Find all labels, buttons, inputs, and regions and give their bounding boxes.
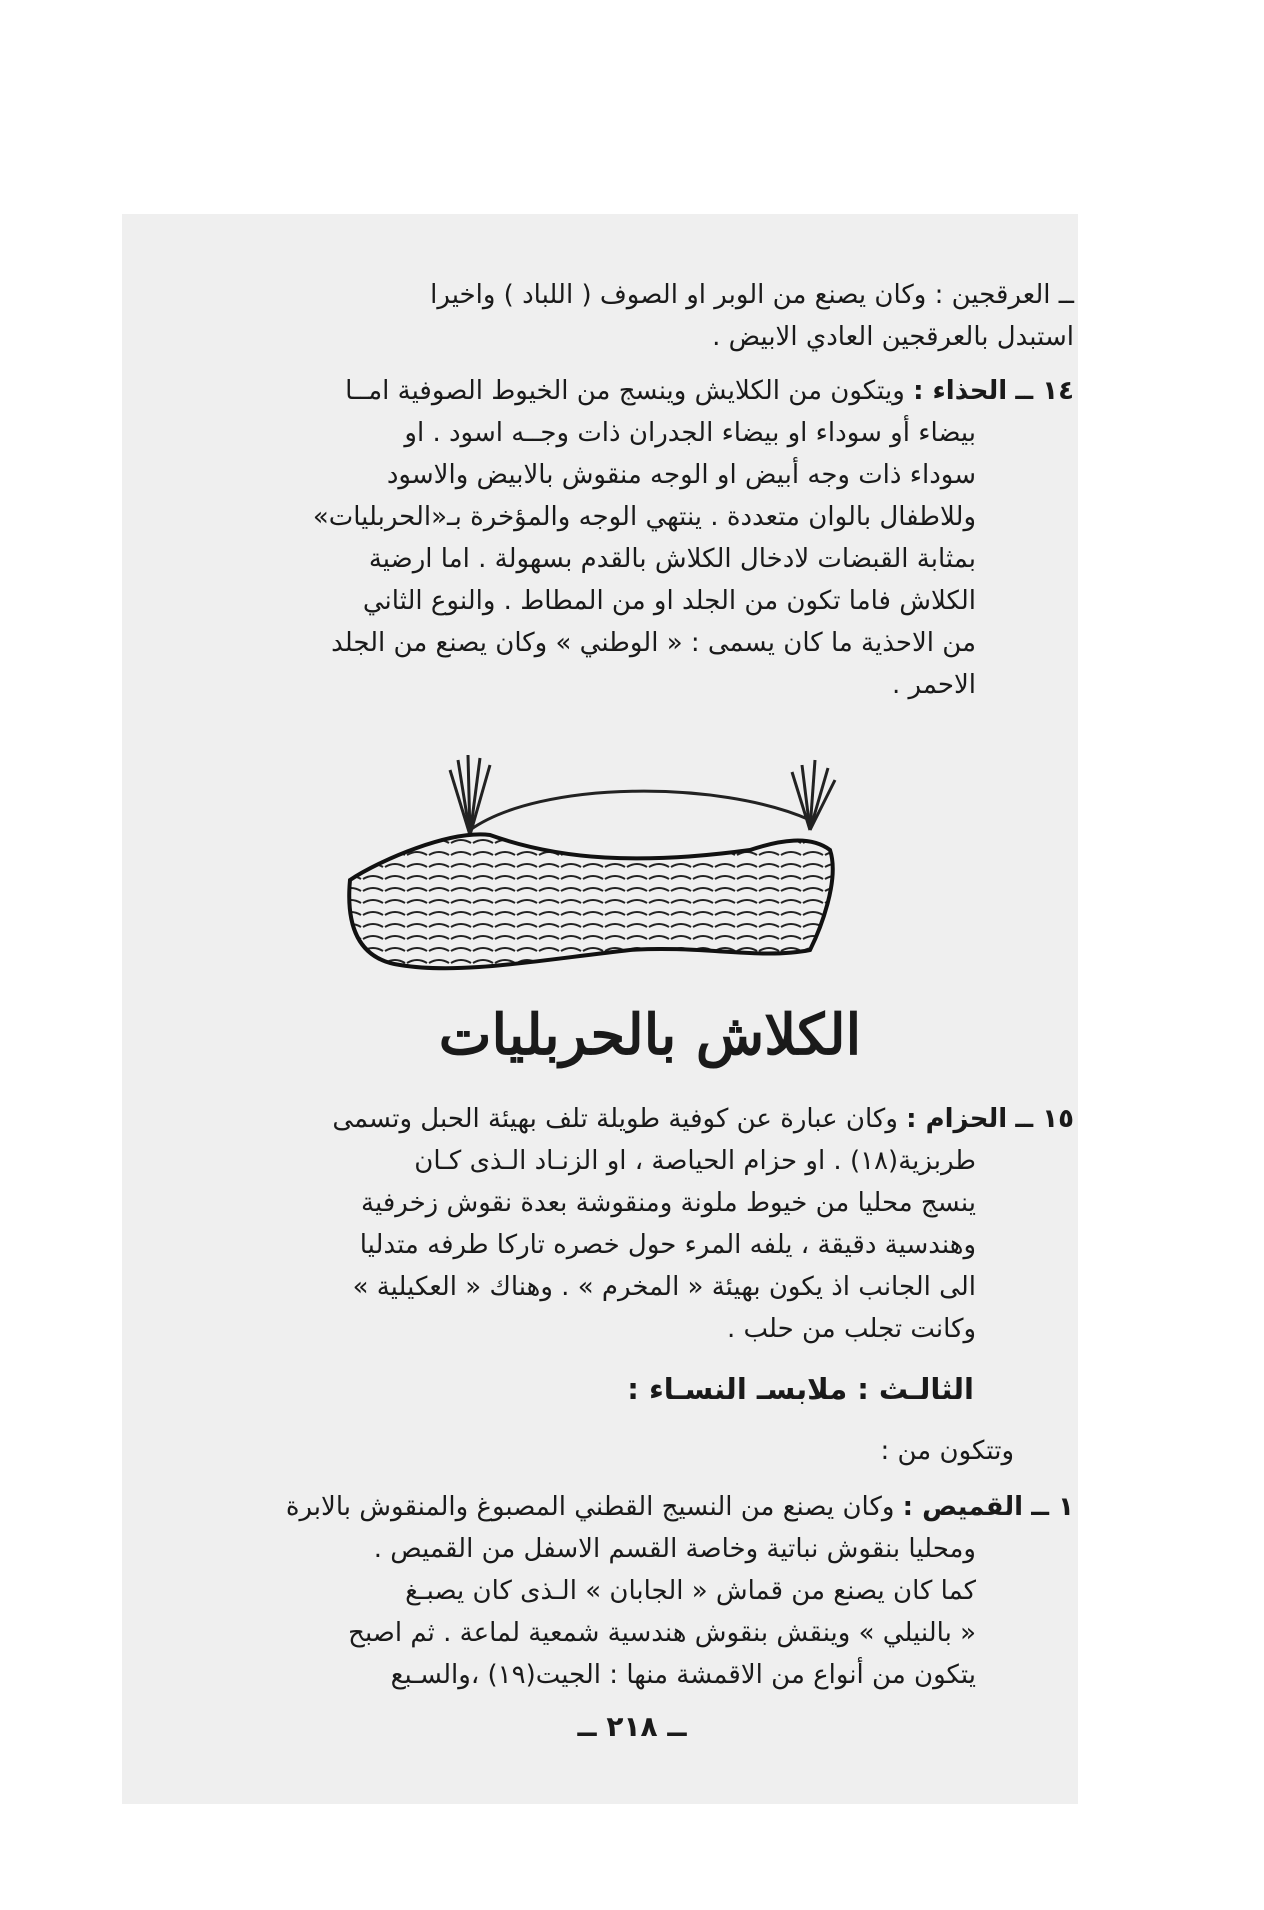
text-line: بمثابة القبضات لادخال الكلاش بالقدم بسهولة . اما ارضية [368, 544, 976, 574]
paragraph-14-shoes [194, 370, 1074, 706]
paragraph-first-line [194, 1486, 1074, 1528]
text-line: استبدل بالعرقجين العادي الابيض . [712, 322, 1074, 352]
text-line: ومحليا بنقوش نباتية وخاصة القسم الاسفل من القميص . [373, 1534, 976, 1564]
page-number: ــ ٢١٨ ــ [577, 1710, 687, 1743]
text-fragment: وكان يصنع من النسيج القطني المصبوغ والمنقوش بالابرة [285, 1492, 895, 1522]
text-line: وللاطفال بالوان متعددة . ينتهي الوجه والمؤخرة بـ«الحربليات» [312, 502, 976, 532]
text-line: طربزية(١٨) . او حزام الحياصة ، او الزنـاد الـذى كـان [414, 1146, 976, 1176]
text-line: وهندسية دقيقة ، يلفه المرء حول خصره تاركا طرفه متدليا [359, 1230, 976, 1260]
item-number: ١ ــ [1031, 1492, 1074, 1522]
paragraph-first-line [194, 1098, 1074, 1140]
item-term: الحذاء : [913, 376, 1008, 406]
text-fragment: وكان عبارة عن كوفية طويلة تلف بهيئة الحبل وتسمى [332, 1104, 898, 1134]
text-line: كما كان يصنع من قماش « الجابان » الـذى كان يصبـغ [405, 1576, 976, 1606]
paragraph-araqchin [194, 274, 1074, 358]
figure-caption: الكلاش بالحربليات [438, 1002, 862, 1068]
shoe-body [349, 834, 832, 968]
text-line: يتكون من أنواع من الاقمشة منها : الجيت(١٩) ،والسـبع [390, 1660, 976, 1690]
strap-loop [470, 791, 810, 830]
text-line: « بالنيلي » وينقش بنقوش هندسية شمعية لماعة . ثم اصبح [348, 1618, 976, 1648]
text-line: الكلاش فاما تكون من الجلد او من المطاط . والنوع الثاني [362, 586, 976, 616]
text-line: الى الجانب اذ يكون بهيئة « المخرم » . وهناك « العكيلية » [352, 1272, 976, 1302]
item-number: ١٤ ــ [1015, 376, 1074, 406]
item-term: القميص : [902, 1492, 1024, 1522]
text-line: ــ العرقجين : وكان يصنع من الوبر او الصوف ( اللباد ) واخيرا [430, 280, 1074, 310]
text-line: ينسج محليا من خيوط ملونة ومنقوشة بعدة نقوش زخرفية [361, 1188, 976, 1218]
text-line: بيضاء أو سوداء او بيضاء الجدران ذات وجــه اسود . او [404, 418, 976, 448]
text-line: الاحمر . [891, 670, 976, 700]
paragraph-15-belt [194, 1098, 1074, 1350]
text-line: من الاحذية ما كان يسمى : « الوطني » وكان يصنع من الجلد [331, 628, 976, 658]
text-line: وكانت تجلب من حلب . [726, 1314, 976, 1344]
item-term: الحزام : [906, 1104, 1008, 1134]
tassel-right [792, 760, 835, 830]
text-fragment: ويتكون من الكلايش وينسج من الخيوط الصوفية امــا [345, 376, 905, 406]
section-heading: الثالـث : ملابسـ النسـاء : [627, 1372, 974, 1406]
item-number: ١٥ ــ [1015, 1104, 1074, 1134]
section-intro: وتتكون من : [880, 1436, 1014, 1466]
paragraph-first-line [194, 370, 1074, 412]
shoe-illustration [340, 740, 960, 1000]
paragraph-1-shirt [194, 1486, 1074, 1696]
text-line: سوداء ذات وجه أبيض او الوجه منقوش بالابيض والاسود [386, 460, 976, 490]
